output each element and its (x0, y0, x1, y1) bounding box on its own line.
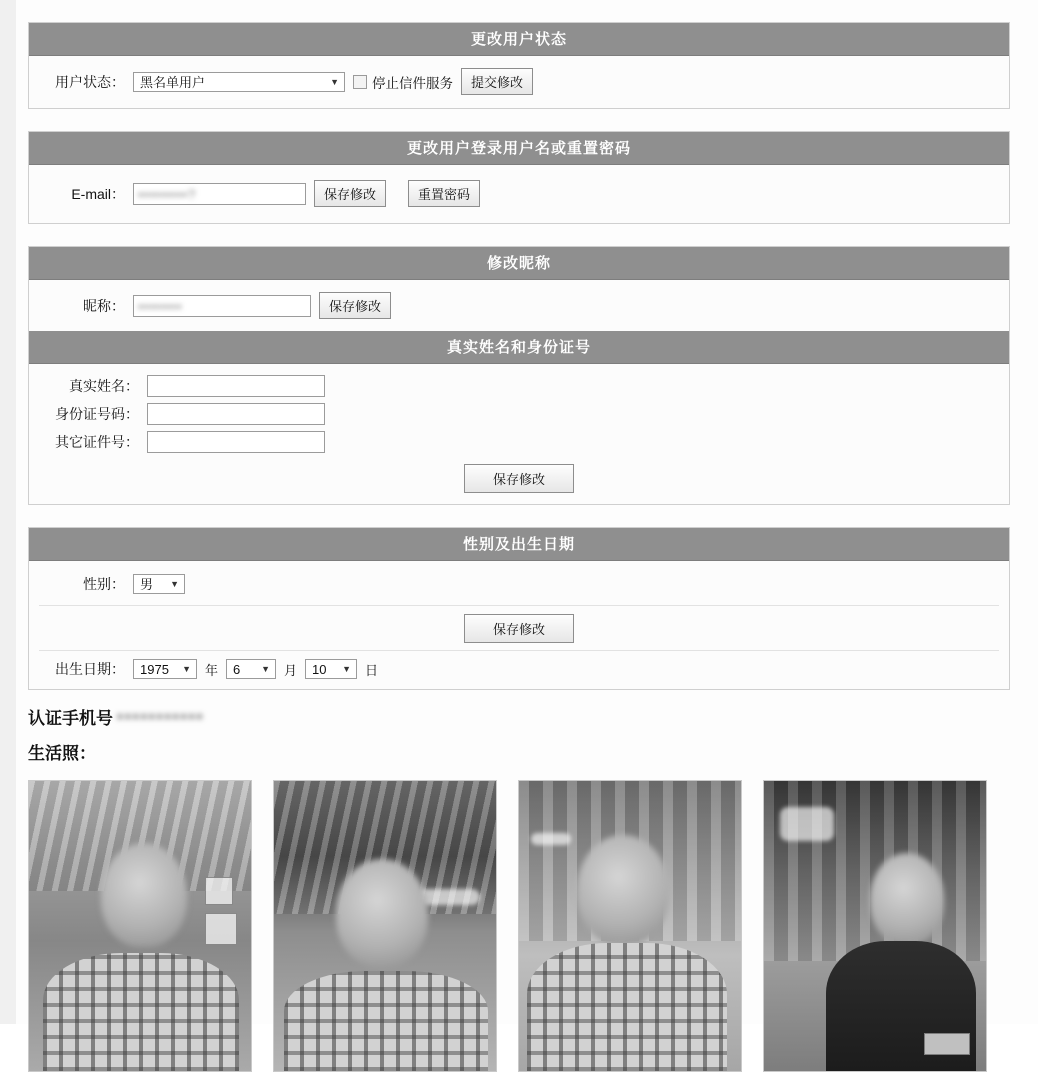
label-other-doc: 其它证件号： (55, 434, 139, 450)
photos-label: 生活照： (28, 744, 96, 763)
chevron-down-icon: ▼ (170, 579, 179, 589)
photo-4[interactable] (763, 780, 987, 1072)
label-birthdate: 出生日期： (55, 661, 125, 677)
phone-value: ••••••••••• (117, 706, 205, 726)
panel-gender-birth (28, 527, 1010, 690)
panel-title-gender-birth: 性别及出生日期 (29, 528, 1009, 561)
label-user-status: 用户状态： (55, 73, 125, 90)
chevron-down-icon: ▼ (330, 76, 339, 87)
phone-label: 认证手机号 (28, 709, 113, 728)
chevron-down-icon: ▼ (342, 664, 352, 674)
panel-title-login-reset: 更改用户登录用户名或重置密码 (29, 132, 1009, 165)
photo-detail (205, 913, 237, 945)
save-gender-button[interactable]: 保存修改 (464, 614, 574, 643)
chevron-down-icon: ▼ (182, 664, 191, 674)
save-identity-button[interactable]: 保存修改 (464, 464, 574, 493)
face-blur (577, 835, 669, 945)
photo-subject (284, 971, 488, 1071)
checkbox-stop-mail-label: 停止信件服务 (372, 75, 453, 91)
photo-detail (924, 1033, 970, 1055)
face-blur (870, 853, 944, 945)
photo-2[interactable] (273, 780, 497, 1072)
checkbox-stop-mail[interactable] (353, 72, 453, 92)
panel-title-identity: 真实姓名和身份证号 (29, 331, 1009, 364)
panel-title-nickname: 修改昵称 (29, 247, 1009, 280)
select-birth-month-value: 6 (233, 662, 241, 677)
select-birth-day-value: 10 (312, 662, 327, 677)
select-birth-year-value: 1975 (140, 662, 169, 677)
label-nickname: 昵称： (83, 297, 125, 314)
nickname-field[interactable] (133, 295, 311, 317)
id-number-field[interactable] (147, 403, 325, 425)
panel-title-user-status: 更改用户状态 (29, 23, 1009, 56)
select-birth-day[interactable] (305, 659, 357, 679)
panel-login-reset (28, 131, 1010, 224)
scan-artifact-left (0, 0, 16, 1024)
reset-password-button[interactable]: 重置密码 (408, 180, 480, 207)
checkbox-icon[interactable] (353, 75, 367, 89)
nickname-field-value: •••••••• (138, 298, 183, 314)
photo-3[interactable] (518, 780, 742, 1072)
select-gender[interactable] (133, 574, 185, 594)
phone-row (28, 704, 1038, 729)
photo-1[interactable] (28, 780, 252, 1072)
photo-gallery (0, 774, 1038, 1072)
photo-detail (780, 807, 834, 841)
select-user-status-value: 黑名单用户 (140, 74, 206, 90)
other-doc-field[interactable] (147, 431, 325, 453)
lower-info (0, 690, 1038, 764)
select-gender-value: 男 (140, 577, 154, 592)
email-field-value: •••••••••? (138, 186, 197, 202)
label-gender: 性别： (83, 576, 125, 592)
label-id-number: 身份证号码： (55, 406, 139, 422)
select-birth-year[interactable] (133, 659, 197, 679)
unit-month: 月 (284, 662, 298, 678)
real-name-field[interactable] (147, 375, 325, 397)
select-user-status[interactable] (133, 72, 345, 92)
panel-user-status (28, 22, 1010, 109)
photos-label-row (28, 739, 1038, 764)
label-email: E-mail： (71, 185, 125, 202)
label-real-name: 真实姓名： (69, 378, 139, 394)
face-blur (101, 843, 187, 947)
photo-detail (418, 889, 480, 905)
unit-day: 日 (365, 662, 379, 678)
select-birth-month[interactable] (226, 659, 276, 679)
photo-subject (43, 953, 239, 1071)
photo-detail (531, 833, 571, 845)
photo-detail (205, 877, 233, 905)
submit-status-button[interactable]: 提交修改 (461, 68, 533, 95)
panel-nickname-identity (28, 246, 1010, 505)
save-nickname-button[interactable]: 保存修改 (319, 292, 391, 319)
face-blur (336, 859, 428, 967)
unit-year: 年 (205, 662, 219, 678)
chevron-down-icon: ▼ (261, 664, 271, 674)
email-field[interactable] (133, 183, 306, 205)
photo-subject (527, 943, 727, 1071)
save-email-button[interactable]: 保存修改 (314, 180, 386, 207)
